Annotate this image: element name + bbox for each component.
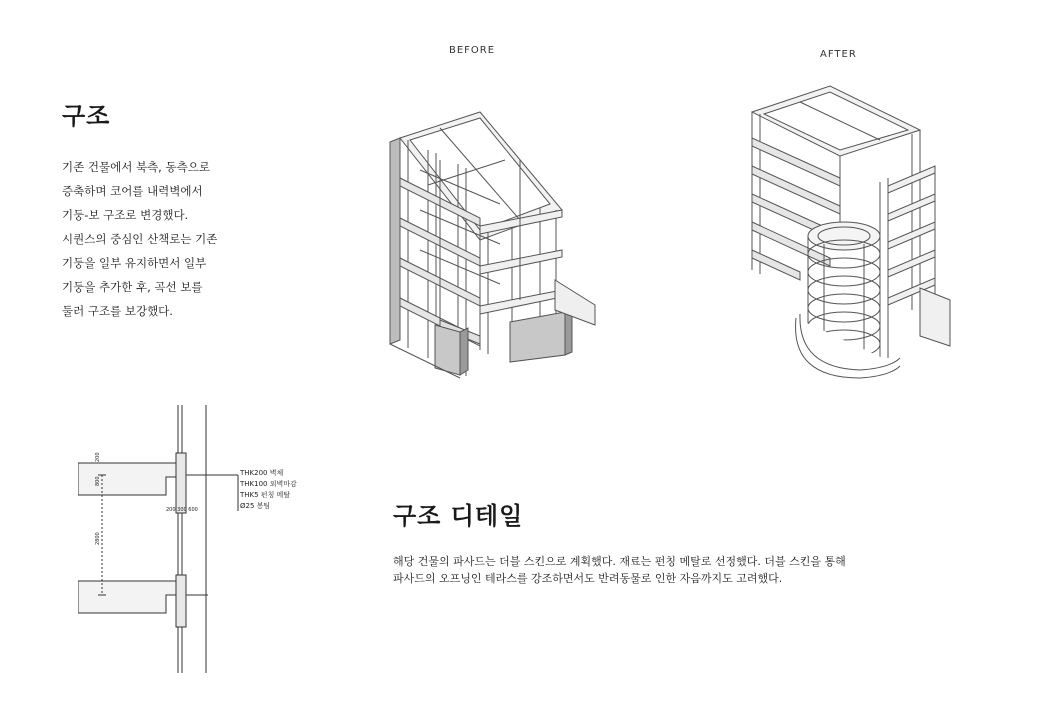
structure-line: 시퀀스의 중심인 산책로는 기존 <box>62 232 218 246</box>
structure-line: 기둥을 일부 유지하면서 일부 <box>62 256 207 270</box>
dim-mid: 800 <box>95 476 101 486</box>
detail-title: 구조 디테일 <box>393 502 524 530</box>
detail-line: 파사드의 오프닝인 테라스를 강조하면서도 반려동물로 인한 자음까지도 고려했다. <box>393 572 783 585</box>
after-axonometric-drawing <box>740 78 960 390</box>
structure-line: 기둥-보 구조로 변경했다. <box>62 208 189 222</box>
before-axonometric-drawing <box>380 100 610 390</box>
note-wall: THK200 벽체 <box>240 469 284 477</box>
note-exterior-finish: THK100 외벽마감 <box>240 480 297 488</box>
note-rod: Ø25 봉팀 <box>240 502 271 510</box>
after-label: AFTER <box>820 49 857 60</box>
detail-line: 해당 건물의 파사드는 더블 스킨으로 계획했다. 재료는 펀칭 메탈로 선정했다. 더블 스킨을 통해 <box>393 555 846 568</box>
structure-line: 기둥을 추가한 후, 곡선 보를 <box>62 280 203 294</box>
section-notes-list <box>240 468 297 512</box>
dim-top: 200 <box>95 452 101 462</box>
structure-description <box>62 155 282 323</box>
detail-description <box>393 553 1023 587</box>
structure-title: 구조 <box>62 102 111 130</box>
note-punching-metal: THK5 펀칭 메탈 <box>240 491 291 499</box>
structure-line: 증축하며 코어를 내력벽에서 <box>62 184 203 198</box>
section-detail-drawing <box>78 405 338 675</box>
before-label: BEFORE <box>449 45 496 56</box>
structure-line: 둘러 구조를 보강했다. <box>62 304 173 318</box>
structure-line: 기존 건물에서 북측, 동측으로 <box>62 160 210 174</box>
dim-height: 2800 <box>95 532 101 545</box>
dim-bottom: 200 300 600 <box>166 507 198 513</box>
